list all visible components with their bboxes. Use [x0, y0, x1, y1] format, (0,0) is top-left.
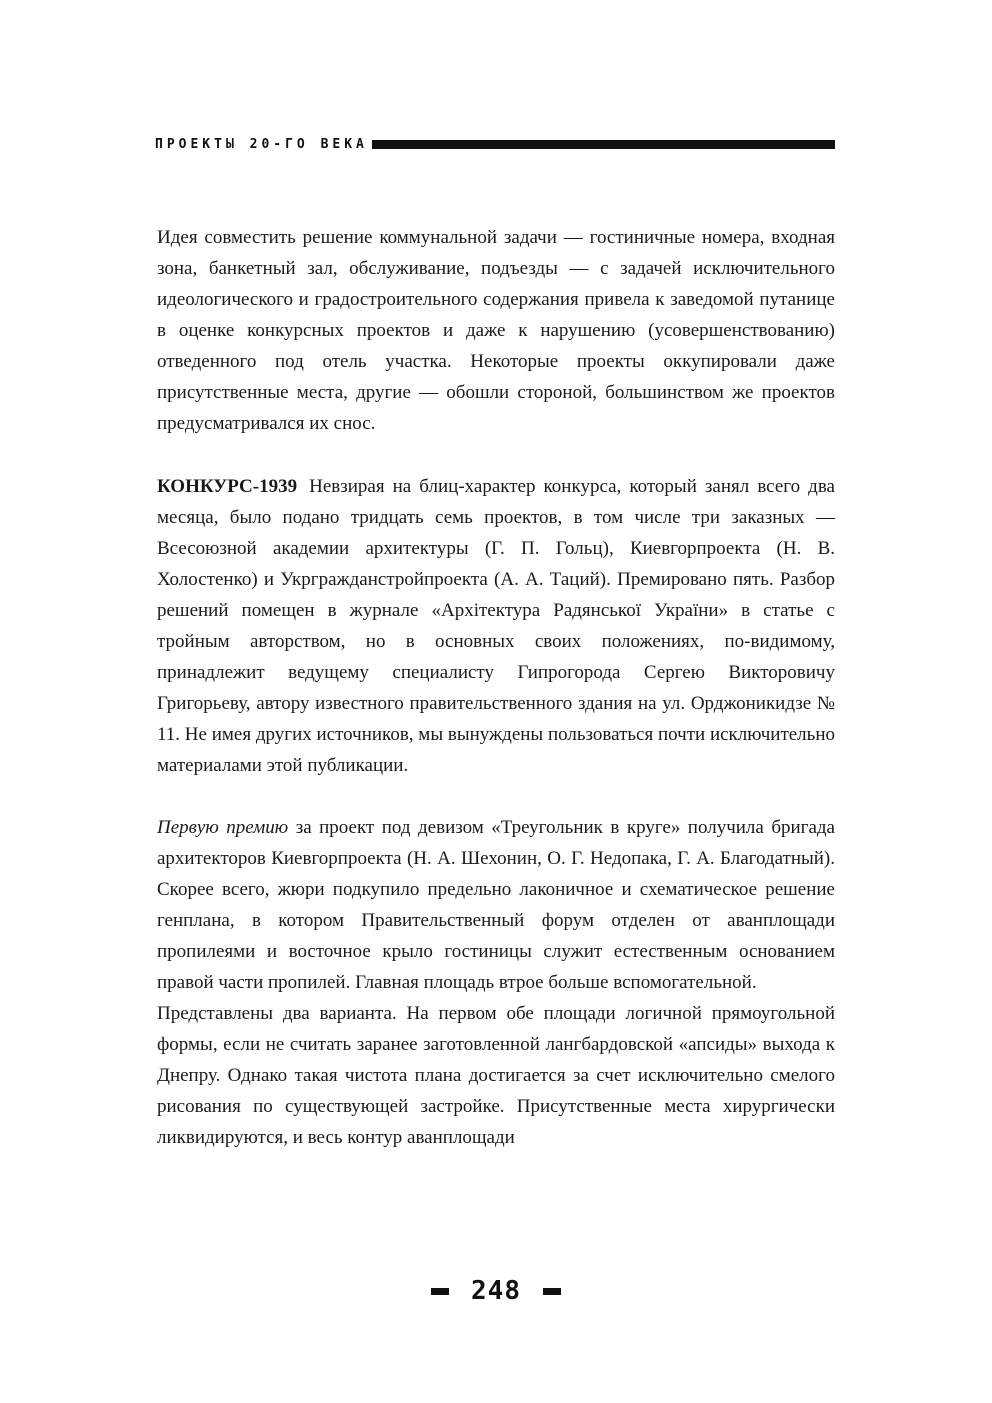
paragraph-first-prize-block: [157, 812, 835, 1153]
footer-bar-right: [543, 1288, 561, 1295]
paragraph-competition-1939: [157, 471, 835, 781]
paragraph-intro: [157, 222, 835, 439]
page-number: 248: [471, 1276, 521, 1306]
paragraph-first-prize: [157, 812, 835, 998]
running-header: [155, 134, 835, 154]
header-rule: [372, 140, 835, 149]
italic-lead: Первую премию: [157, 817, 289, 838]
paragraph-variants: Представлены два варианта. На первом обе площади логичной прямоугольной формы, если не считать заранее заготовленной лангбардовской «апсиды» выхода к Днепру. Однако такая чистота плана достигается за счет исключительно смелого рисования по существующей застройке. Присутственные места хирургически ликвидируются, и весь контур аванплощади: [157, 1003, 835, 1148]
paragraph-text: [157, 471, 835, 781]
footer-bar-left: [431, 1288, 449, 1295]
paragraph-text: Идея совместить решение коммунальной задачи — гостиничные номера, входная зона, банкетный зал, обслуживание, подъезды — с задачей исключительного идеологического и градостроительного содержания привела к заведомой путанице в оценке конкурсных проектов и даже к нарушению (усовершенствованию) отведенного под отель участка. Некоторые проекты оккупировали даже присутственные места, другие — обошли стороной, большинством же проектов предусматривался их снос.: [157, 227, 835, 434]
running-title: ПРОЕКТЫ 20-ГО ВЕКА: [155, 136, 368, 152]
paragraph-body: за проект под девизом «Треугольник в круге» получила бригада архитекторов Киевгорпроекта (Н. А. Шехонин, О. Г. Недопака, Г. А. Благодатный). Скорее всего, жюри подкупило предельно лаконичное и схематическое решение генплана, в котором Правительственный форум отделен от аванплощади пропилеями и восточное крыло гостиницы служит естественным основанием правой части пропилей. Главная площадь втрое больше вспомогательной.: [157, 817, 835, 993]
section-heading: КОНКУРС-1939: [157, 476, 298, 497]
page-footer: [0, 1276, 992, 1306]
paragraph-body: Невзирая на блиц-характер конкурса, который занял всего два месяца, было подано тридцать семь проектов, в том числе три заказных — Всесоюзной академии архитектуры (Г. П. Гольц), Киевгорпроекта (Н. В. Холостенко) и Укргражданстройпроекта (А. А. Таций). Премировано пять. Разбор решений помещен в журнале «Архітектура Радянської України» в статье с тройным авторством, но в основных своих положениях, по-видимому, принадлежит ведущему специалисту Гипрогорода Сергею Викторовичу Григорьеву, автору известного правительственного здания на ул. Орджоникидзе № 11. Не имея других источников, мы вынуждены пользоваться почти исключительно материалами этой публикации.: [157, 476, 835, 776]
